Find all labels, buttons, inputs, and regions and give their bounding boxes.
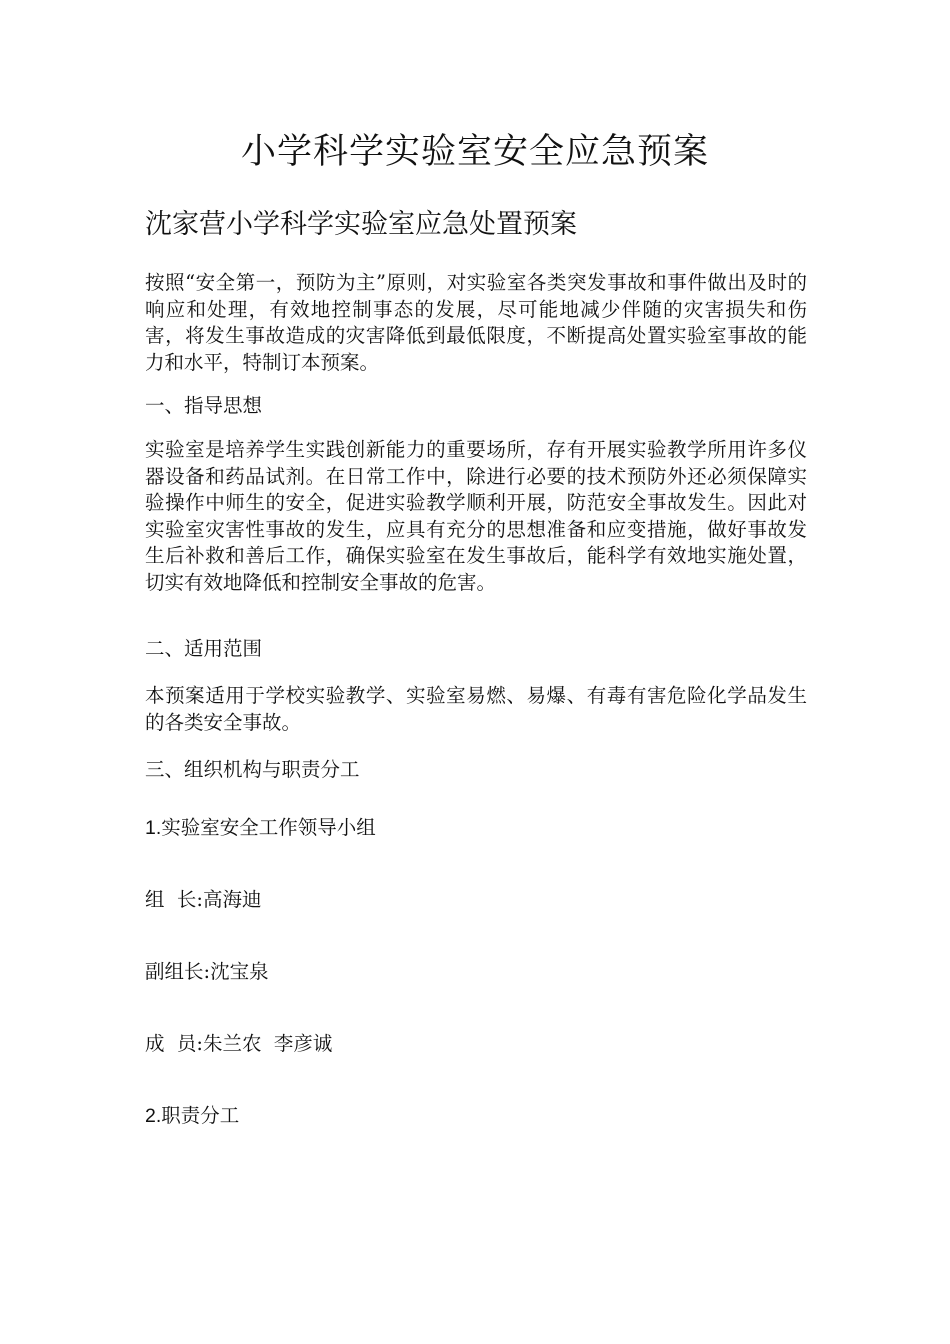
item-text: 实验室安全工作领导小组 bbox=[161, 816, 376, 839]
deputy-leader-line: 副组长:沈宝泉 bbox=[145, 960, 269, 983]
section-heading-scope: 二、适用范围 bbox=[145, 637, 263, 660]
leader-line: 组 长:高海迪 bbox=[145, 888, 262, 911]
section-heading-organization: 三、组织机构与职责分工 bbox=[145, 758, 360, 781]
document-subtitle: 沈家营小学科学实验室应急处置预案 bbox=[145, 209, 577, 240]
section-heading-guiding-ideology: 一、指导思想 bbox=[145, 394, 263, 417]
item-leadership-group bbox=[145, 815, 807, 841]
item-responsibilities bbox=[145, 1103, 807, 1129]
intro-paragraph: 按照“安全第一，预防为主”原则，对实验室各类突发事故和事件做出及时的响应和处理，有效地控制事态的发展，尽可能地减少伴随的灾害损失和伤害，将发生事故造成的灾害降低到最低限度，不断提高处置实验室事故的能力和水平，特制订本预案。 bbox=[145, 271, 807, 374]
document-title: 小学科学实验室安全应急预案 bbox=[240, 132, 709, 172]
item-text: 职责分工 bbox=[161, 1104, 240, 1127]
members-line: 成 员:朱兰农 李彦诚 bbox=[145, 1032, 333, 1055]
item-number: 1. bbox=[145, 817, 162, 839]
item-number: 2. bbox=[145, 1105, 162, 1127]
scope-paragraph: 本预案适用于学校实验教学、实验室易燃、易爆、有毒有害危险化学品发生的各类安全事故。 bbox=[145, 684, 807, 734]
guiding-ideology-paragraph: 实验室是培养学生实践创新能力的重要场所，存有开展实验教学所用许多仪器设备和药品试剂。在日常工作中，除进行必要的技术预防外还必须保障实验操作中师生的安全，促进实验教学顺利开展，防范安全事故发生。因此对实验室灾害性事故的发生，应具有充分的思想准备和应变措施，做好事故发生后补救和善后工作，确保实验室在发生事故后，能科学有效地实施处置，切实有效地降低和控制安全事故的危害。 bbox=[145, 438, 807, 594]
